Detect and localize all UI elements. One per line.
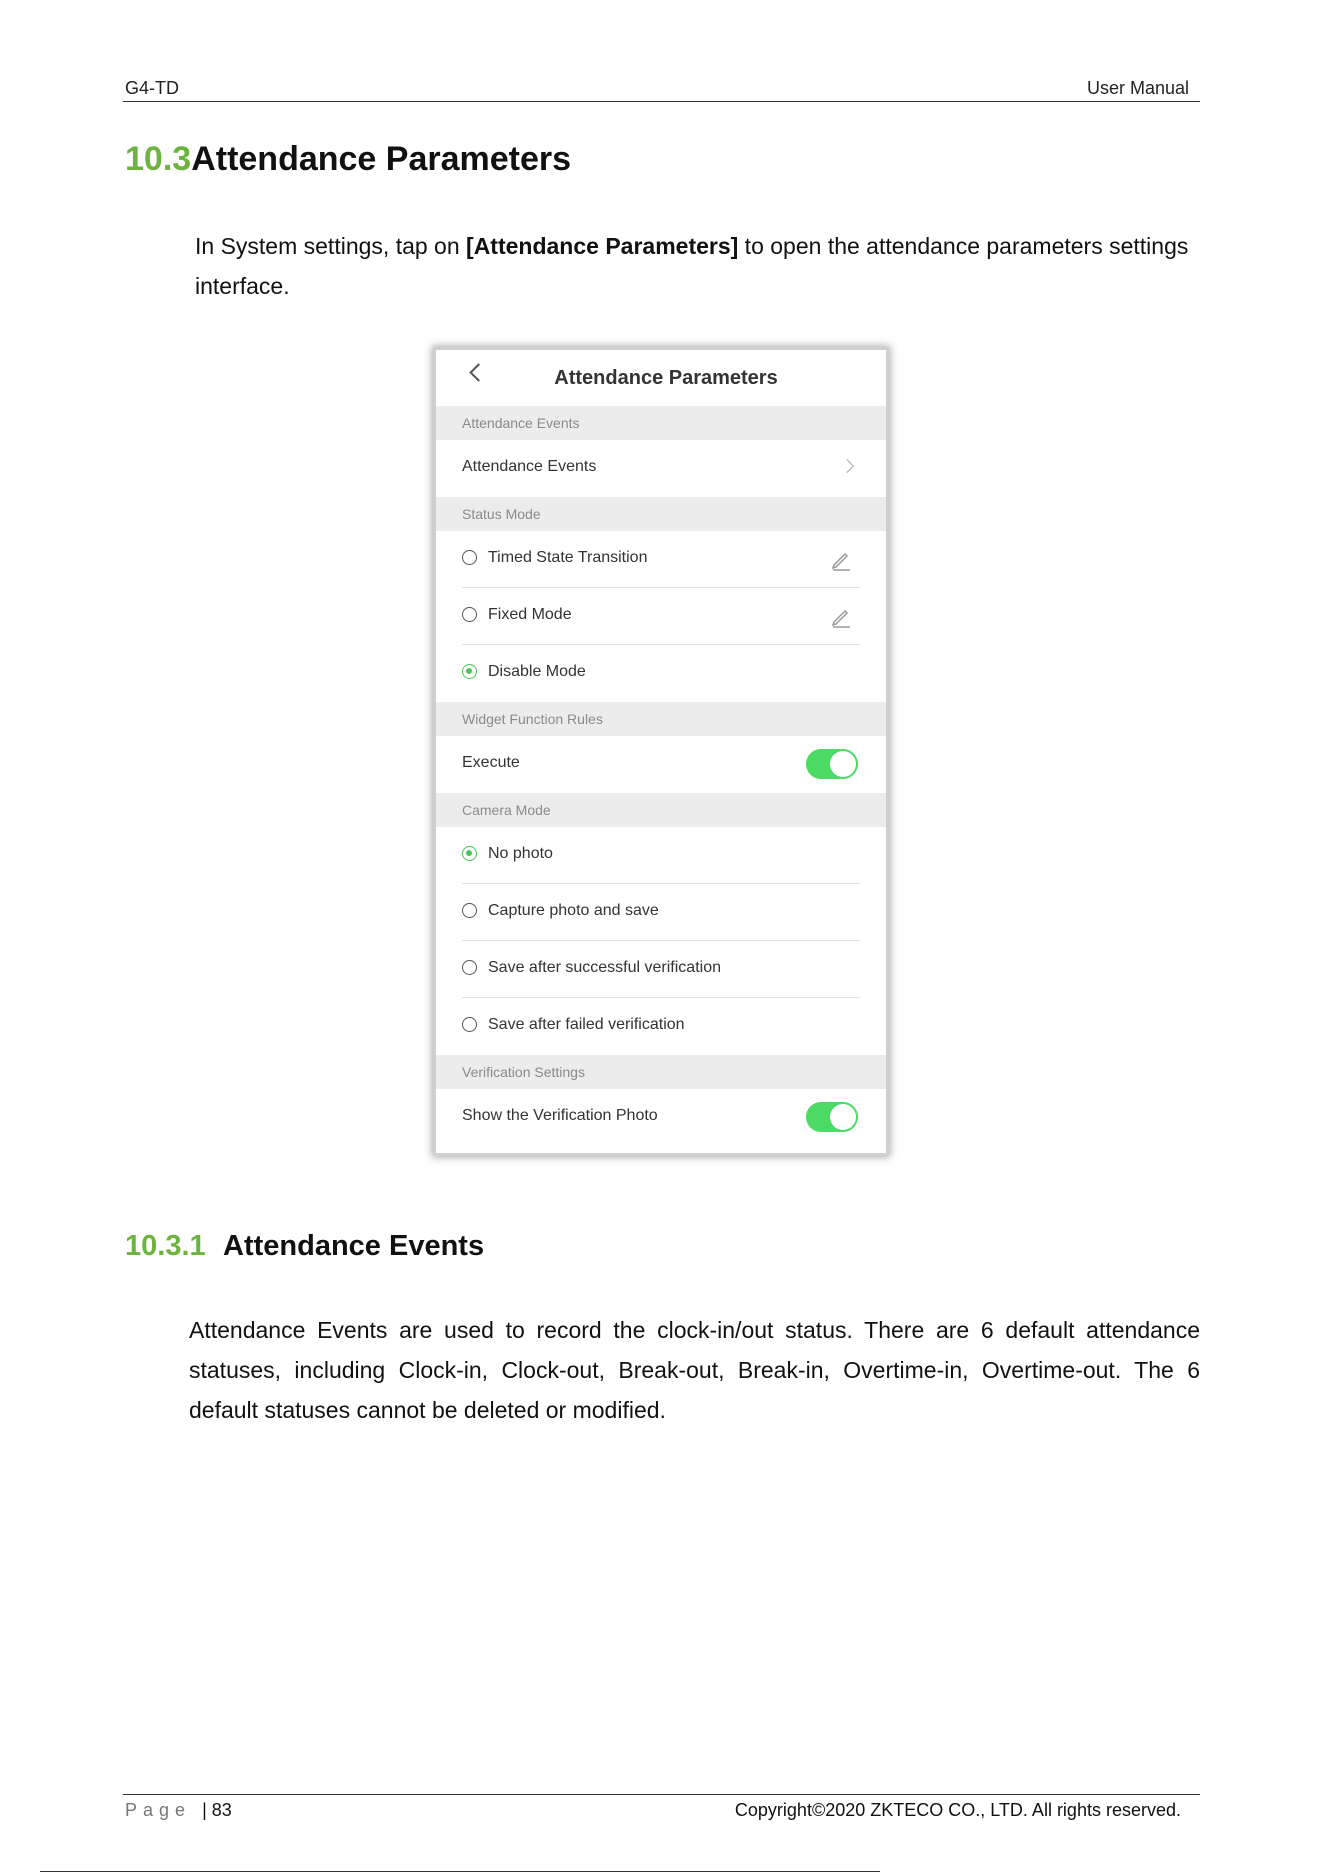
footer-copyright: Copyright©2020 ZKTECO CO., LTD. All rights reserved. — [734, 1800, 1181, 1820]
footer-rule — [123, 1794, 1200, 1795]
row-label: Save after failed verification — [488, 1016, 685, 1033]
section-attendance-events: Attendance Events — [436, 406, 886, 440]
row-label: Show the Verification Photo — [462, 1107, 658, 1124]
row-save-success[interactable] — [436, 941, 886, 998]
radio-selected-icon[interactable] — [462, 664, 477, 679]
header-left: G4-TD — [125, 78, 179, 98]
page-label: Page — [125, 1800, 192, 1820]
section-title: Attendance Parameters — [191, 140, 572, 178]
header-rule — [123, 101, 1200, 102]
row-execute — [436, 736, 886, 793]
execute-toggle[interactable] — [806, 749, 858, 779]
radio-icon[interactable] — [462, 903, 477, 918]
pencil-icon[interactable] — [830, 549, 852, 571]
intro-bold: [Attendance Parameters] — [466, 233, 739, 259]
section-widget-function-rules: Widget Function Rules — [436, 702, 886, 736]
section-verification-settings: Verification Settings — [436, 1055, 886, 1089]
radio-icon[interactable] — [462, 960, 477, 975]
intro-text-1: In System settings, tap on — [195, 233, 467, 259]
intro-text-2: to open the attendance parameters settings interface. — [195, 233, 1189, 299]
radio-icon[interactable] — [462, 1017, 477, 1032]
row-show-verification-photo — [436, 1089, 886, 1146]
row-capture-photo[interactable] — [436, 884, 886, 941]
row-label: Fixed Mode — [488, 606, 572, 623]
subsection-number: 10.3.1 — [125, 1230, 206, 1262]
page-number: | 83 — [202, 1800, 232, 1820]
pencil-icon[interactable] — [830, 606, 852, 628]
row-label: Disable Mode — [488, 663, 586, 680]
radio-icon[interactable] — [462, 607, 477, 622]
radio-icon[interactable] — [462, 550, 477, 565]
row-label: Save after successful verification — [488, 959, 721, 976]
row-save-failed[interactable] — [436, 998, 886, 1055]
section-heading — [125, 140, 571, 179]
row-fixed-mode[interactable] — [436, 588, 886, 645]
header-right: User Manual — [1086, 78, 1189, 98]
body-paragraph: Attendance Events are used to record the clock-in/out status. There are 6 default attendance statuses, including Clock-in, Clock-out, Break-out, Break-in, Overtime-in, Overtime-out. The 6 default statuses cannot be deleted or modified. — [189, 1317, 1200, 1423]
row-label: Timed State Transition — [488, 549, 648, 566]
row-no-photo[interactable] — [436, 827, 886, 884]
section-camera-mode: Camera Mode — [436, 793, 886, 827]
row-disable-mode[interactable] — [436, 645, 886, 702]
row-label: Capture photo and save — [488, 902, 659, 919]
radio-selected-icon[interactable] — [462, 846, 477, 861]
row-attendance-events[interactable] — [436, 440, 886, 497]
show-photo-toggle[interactable] — [806, 1102, 858, 1132]
chevron-right-icon — [840, 459, 854, 473]
section-status-mode: Status Mode — [436, 497, 886, 531]
subsection-title: Attendance Events — [223, 1230, 485, 1262]
row-timed-state-transition[interactable] — [436, 531, 886, 588]
row-label: Execute — [462, 754, 520, 771]
row-label: No photo — [488, 845, 553, 862]
phone-title: Attendance Parameters — [554, 367, 778, 389]
screenshot-figure — [436, 350, 886, 1153]
footer-page — [125, 1800, 232, 1821]
intro-paragraph — [195, 226, 1200, 306]
section-number: 10.3 — [125, 140, 192, 178]
subsection-heading — [125, 1230, 484, 1263]
phone-title-bar — [436, 350, 886, 406]
row-label: Attendance Events — [462, 458, 597, 475]
